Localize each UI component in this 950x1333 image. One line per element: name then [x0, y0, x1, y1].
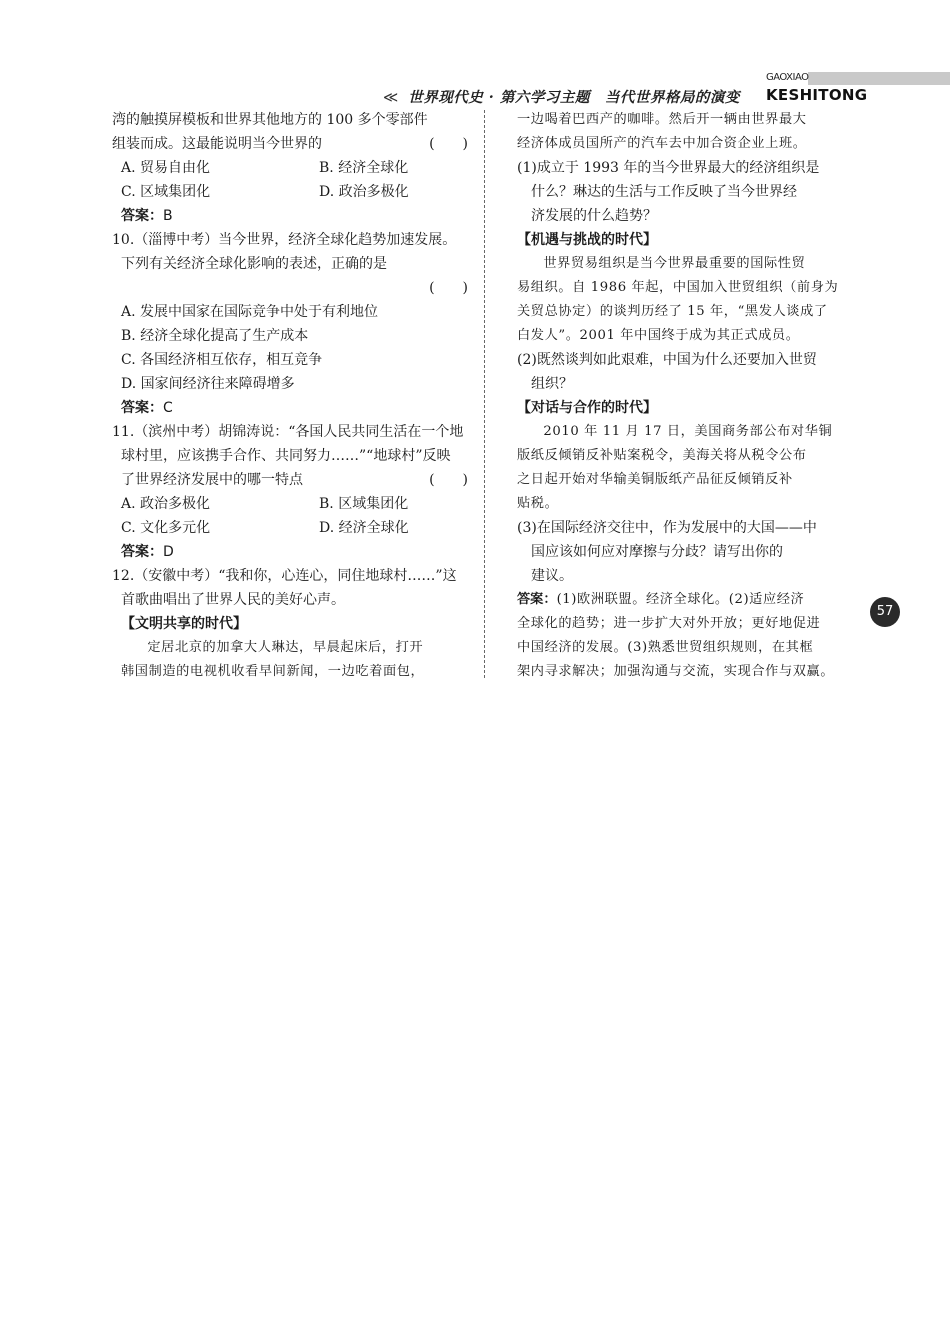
answer-label: 答案：	[121, 544, 163, 560]
section-heading: 【机遇与挑战的时代】	[517, 232, 657, 248]
answer-line: 架内寻求解决；加强沟通与交流，实现合作与双赢。	[517, 664, 835, 679]
q11-stem-end: 了世界经济发展中的哪一特点	[121, 472, 303, 488]
answer-blank: ( )	[429, 472, 468, 488]
option-c: C. 区域集团化	[121, 184, 211, 200]
q11-options	[112, 516, 472, 540]
q11-text-line: 球村里，应该携手合作、共同努力……”“地球村”反映	[121, 448, 451, 464]
option-a: A. 发展中国家在国际竞争中处于有利地位	[121, 304, 379, 320]
passage-line: 易组织。自 1986 年起，中国加入世贸组织（前身为	[517, 280, 839, 295]
q11-text-line: 11.（滨州中考）胡锦涛说：“各国人民共同生活在一个地	[112, 424, 464, 440]
answer-blank: ( )	[429, 136, 468, 152]
q11-text-line	[112, 468, 472, 492]
passage-line	[517, 420, 869, 444]
passage-line	[517, 252, 869, 276]
q9-text-line	[112, 132, 472, 156]
q11-options	[112, 492, 472, 516]
running-header	[383, 86, 740, 107]
option-a: A. 政治多极化	[121, 496, 211, 512]
passage-text: 2010 年 11 月 17 日，美国商务部公布对华铜	[543, 424, 833, 439]
answer-value: C	[163, 400, 173, 416]
q9-answer	[112, 204, 472, 228]
page-number: 57	[870, 597, 900, 627]
q9-options	[112, 156, 472, 180]
passage-line	[112, 636, 472, 660]
q9-options	[112, 180, 472, 204]
answer-label: 答案：	[121, 400, 163, 416]
section-heading: 【对话与合作的时代】	[517, 400, 657, 416]
brand-logo: KESHITONG	[766, 86, 868, 104]
answer-label: 答案：	[121, 208, 163, 224]
passage-text: 世界贸易组织是当今世界最重要的国际性贸	[543, 256, 806, 271]
answer-text: (1)欧洲联盟。经济全球化。(2)适应经济	[556, 592, 805, 607]
section-heading: 【文明共享的时代】	[121, 616, 247, 632]
q12-text-line: 首歌曲唱出了世界人民的美好心声。	[121, 592, 345, 608]
passage-line: 一边喝着巴西产的咖啡。然后开一辆由世界最大	[517, 112, 807, 127]
answer-line: 全球化的趋势；进一步扩大对外开放；更好地促进	[517, 616, 821, 631]
right-column	[517, 108, 869, 684]
option-c: C. 各国经济相互依存，相互竞争	[121, 352, 323, 368]
option-d: D. 政治多极化	[319, 184, 409, 200]
answer-value: B	[163, 208, 173, 224]
q12-text-line: 12.（安徽中考）“我和你，心连心，同住地球村……”这	[112, 568, 457, 584]
option-d: D. 国家间经济往来障碍增多	[121, 376, 295, 392]
answer-line: 中国经济的发展。(3)熟悉世贸组织规则，在其框	[517, 640, 814, 655]
running-header-title: 世界现代史 · 第六学习主题 当代世界格局的演变	[408, 89, 740, 106]
option-c: C. 文化多元化	[121, 520, 211, 536]
passage-text: 定居北京的加拿大人琳达，早晨起床后，打开	[147, 640, 424, 655]
passage-line: 版纸反倾销反补贴案税令，美海关将从税令公布	[517, 448, 807, 463]
subquestion-3-line: 国应该如何应对摩擦与分歧？请写出你的	[531, 544, 783, 560]
option-b: B. 区域集团化	[319, 496, 409, 512]
left-column	[112, 108, 472, 684]
brand-subtitle: GAOXIAO	[766, 72, 809, 83]
passage-line: 贴税。	[517, 496, 559, 511]
q11-answer	[112, 540, 472, 564]
passage-line: 白发人”。2001 年中国终于成为其正式成员。	[517, 328, 800, 343]
passage-line: 经济体成员国所产的汽车去中加合资企业上班。	[517, 136, 807, 151]
answer-blank: ( )	[429, 280, 468, 296]
q9-stem-end: 组装而成。这最能说明当今世界的	[112, 136, 322, 152]
passage-line: 韩国制造的电视机收看早间新闻，一边吃着面包，	[121, 664, 425, 679]
answer-line	[517, 588, 869, 612]
option-d: D. 经济全球化	[319, 520, 409, 536]
option-b: B. 经济全球化	[319, 160, 409, 176]
answer-value: D	[163, 544, 174, 560]
q10-text-line: 10.（淄博中考）当今世界，经济全球化趋势加速发展。	[112, 232, 457, 248]
passage-line: 关贸总协定）的谈判历经了 15 年，“黑发人谈成了	[517, 304, 828, 319]
subquestion-1-line: 济发展的什么趋势？	[531, 208, 657, 224]
answer-label: 答案：	[517, 592, 557, 607]
q10-text-line: 下列有关经济全球化影响的表述，正确的是	[121, 256, 387, 272]
option-b: B. 经济全球化提高了生产成本	[121, 328, 309, 344]
q10-answer	[112, 396, 472, 420]
column-divider	[484, 110, 485, 678]
subquestion-1-line: (1)成立于 1993 年的当今世界最大的经济组织是	[517, 160, 820, 176]
subquestion-1-line: 什么？琳达的生活与工作反映了当今世界经	[531, 184, 797, 200]
subquestion-2-line: (2)既然谈判如此艰难，中国为什么还要加入世贸	[517, 352, 817, 368]
q10-paren-line	[112, 276, 472, 300]
subquestion-3-line: 建议。	[531, 568, 573, 584]
passage-line: 之日起开始对华输美铜版纸产品征反倾销反补	[517, 472, 793, 487]
q9-text-line: 湾的触摸屏模板和世界其他地方的 100 多个零部件	[112, 112, 428, 128]
double-chevron-icon: ≪	[383, 90, 399, 106]
header-bar	[808, 72, 950, 85]
option-a: A. 贸易自由化	[121, 160, 211, 176]
subquestion-2-line: 组织？	[531, 376, 573, 392]
subquestion-3-line: (3)在国际经济交往中，作为发展中的大国——中	[517, 520, 817, 536]
